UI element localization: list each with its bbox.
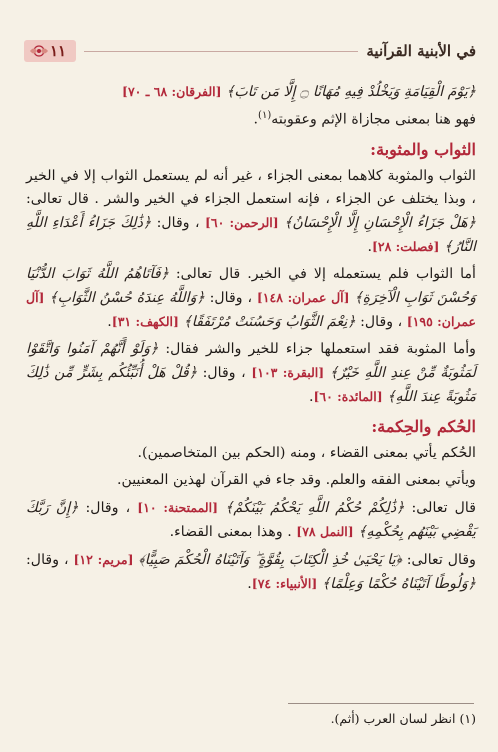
quran-verse: ﴿قُلْ هَلْ أُنَبِّئُكُم بِشَرٍّ مِّن ذَٰلِكَ مَثُوبَةً عِندَ اللَّهِ﴾ [26,364,476,405]
quran-verse: ﴿إِنَّ رَبَّكَ يَقْضِي بَيْنَهُم بِحُكْمِهِ﴾ [26,499,476,540]
verse-reference: [المائدة: ٦٠] [313,388,383,404]
verse-reference: [الرحمن: ٦٠] [204,214,279,230]
verse-reference: [الفرقان: ٦٨ ـ ٧٠] [122,84,222,99]
section-heading-reward: الثواب والمثوبة: [370,139,476,159]
verse-reference: [آل عمران: ١٩٥] [26,289,476,329]
paragraph-6: ويأتي بمعنى الفقه والعلم. وقد جاء في القرآن لهذين المعنيين. [116,471,476,488]
page-number: ١١ [50,42,67,60]
quran-verse: ﴿يَوْمَ الْقِيَامَةِ وَيَخْلُدْ فِيهِ مُهَانًا ۝ إِلَّا مَن تَابَ﴾ [226,84,476,100]
paragraph-1: ﴿يَوْمَ الْقِيَامَةِ وَيَخْلُدْ فِيهِ مُهَانًا ۝ إِلَّا مَن تَابَ﴾ [الفرقان: ٦٨ ـ ٧٠] فهو هنا بمعنى مجازاة الإثم وعقوبته$^{(١)}$. [122,84,476,128]
footnote-number: (١) [459,711,476,726]
verse-reference: [آل عمران: ١٤٨] [256,289,350,305]
paragraph-3: أما الثواب فلم يستعمله إلا في الخير. قال تعالى: ﴿فَآتَاهُمُ اللَّهُ ثَوَابَ الدُّنْيَا وَحُسْنَ ثَوَابِ الْآخِرَةِ﴾ [آل عمران: ١٤٨] ، وقال: ﴿وَاللَّهُ عِندَهُ حُسْنُ الثَّوَابِ﴾ [آل عمران: ١٩٥] ، وقال: ﴿نِعْمَ الثَّوَابُ وَحَسُنَتْ مُرْتَفَقًا﴾ [الكهف: ٣١]. [26,265,476,330]
paragraph-5: الحُكم يأتي بمعنى القضاء ، ومنه (الحكم بين المتخاصمين). [137,444,476,461]
header-divider [84,51,358,52]
paragraph-8: وقال تعالى: ﴿يَا يَحْيَىٰ خُذِ الْكِتَابَ بِقُوَّةٍ ۖ وَآتَيْنَاهُ الْحُكْمَ صَبِيًّا﴾ [مريم: ١٢] ، وقال: ﴿وَلُوطًا آتَيْنَاهُ حُكْمًا وَعِلْمًا﴾ [الأنبياء: ٧٤]. [26,551,477,592]
paragraph-7: قال تعالى: ﴿ذَٰلِكُمْ حُكْمُ اللَّهِ يَحْكُمُ بَيْنَكُمْ﴾ [الممتحنة: ١٠] ، وقال: ﴿إِنَّ رَبَّكَ يَقْضِي بَيْنَهُم بِحُكْمِهِ﴾ [النمل ٧٨] . وهذا بمعنى القضاء. [26,499,476,540]
main-text [26,80,476,600]
page-number-badge [24,40,76,62]
running-header [24,38,476,64]
footnote-divider [288,703,474,704]
verse-reference: [فصلت: ٢٨] [371,238,440,254]
footnote [26,710,476,728]
quran-verse: ﴿فَآتَاهُمُ اللَّهُ ثَوَابَ الدُّنْيَا وَحُسْنَ ثَوَابِ الْآخِرَةِ﴾ [26,265,476,306]
verse-reference: [البقرة: ١٠٣] [251,364,325,380]
paragraph-2: الثواب والمثوبة كلاهما بمعنى الجزاء ، غير أنه لم يستعمل الثواب إلا في الخير ، وبذا يختلف عن الجزاء ، فإنه استعمل الجزاء في الخير والشر . قال تعالى: ﴿هَلْ جَزَاءُ الْإِحْسَانِ إِلَّا الْإِحْسَانُ﴾ [الرحمن: ٦٠] ، وقال: ﴿ذَٰلِكَ جَزَاءُ أَعْدَاءِ اللَّهِ النَّارُ﴾ [فصلت: ٢٨]. [26,167,476,255]
paragraph-4: وأما المثوبة فقد استعملها جزاء للخير والشر فقال: ﴿وَلَوْ أَنَّهُمْ آمَنُوا وَاتَّقَوْا لَمَثُوبَةٌ مِّنْ عِندِ اللَّهِ خَيْرٌ﴾ [البقرة: ١٠٣] ، وقال: ﴿قُلْ هَلْ أُنَبِّئُكُم بِشَرٍّ مِّن ذَٰلِكَ مَثُوبَةً عِندَ اللَّهِ﴾ [المائدة: ٦٠]. [26,340,476,405]
quran-verse: ﴿ذَٰلِكَ جَزَاءُ أَعْدَاءِ اللَّهِ النَّارُ﴾ [26,214,476,255]
quran-verse: ﴿نِعْمَ الثَّوَابُ وَحَسُنَتْ مُرْتَفَقًا﴾ [183,313,356,330]
quran-verse: ﴿وَاللَّهُ عِندَهُ حُسْنُ الثَّوَابِ﴾ [49,289,205,306]
footnote-text: انظر لسان العرب (أثم). [330,711,456,726]
footnote-marker[interactable]: (١) [258,110,272,121]
verse-reference: [النمل ٧٨] [296,523,354,539]
verse-reference: [الكهف: ٣١] [111,313,179,329]
paragraph-text: فهو هنا بمعنى مجازاة الإثم وعقوبته [271,111,476,128]
header-title: في الأبنية القرآنية [366,42,476,60]
verse-reference: [مريم: ١٢] [73,551,134,567]
quran-verse: ﴿يَا يَحْيَىٰ خُذِ الْكِتَابَ بِقُوَّةٍ ۖ وَآتَيْنَاهُ الْحُكْمَ صَبِيًّا﴾ [138,551,402,568]
verse-reference: [الممتحنة: ١٠] [137,499,218,515]
quran-verse: ﴿وَلَوْ أَنَّهُمْ آمَنُوا وَاتَّقَوْا لَمَثُوبَةٌ مِّنْ عِندِ اللَّهِ خَيْرٌ﴾ [26,340,476,381]
floral-ornament-icon [28,43,50,59]
quran-verse: ﴿هَلْ جَزَاءُ الْإِحْسَانِ إِلَّا الْإِحْسَانُ﴾ [284,214,476,231]
quran-verse: ﴿ذَٰلِكُمْ حُكْمُ اللَّهِ يَحْكُمُ بَيْنَكُمْ﴾ [225,499,405,516]
verse-reference: [الأنبياء: ٧٤] [251,575,318,591]
quran-verse: ﴿وَلُوطًا آتَيْنَاهُ حُكْمًا وَعِلْمًا﴾ [321,575,476,592]
section-heading-judgment: الحُكم والحِكمة: [371,416,476,436]
